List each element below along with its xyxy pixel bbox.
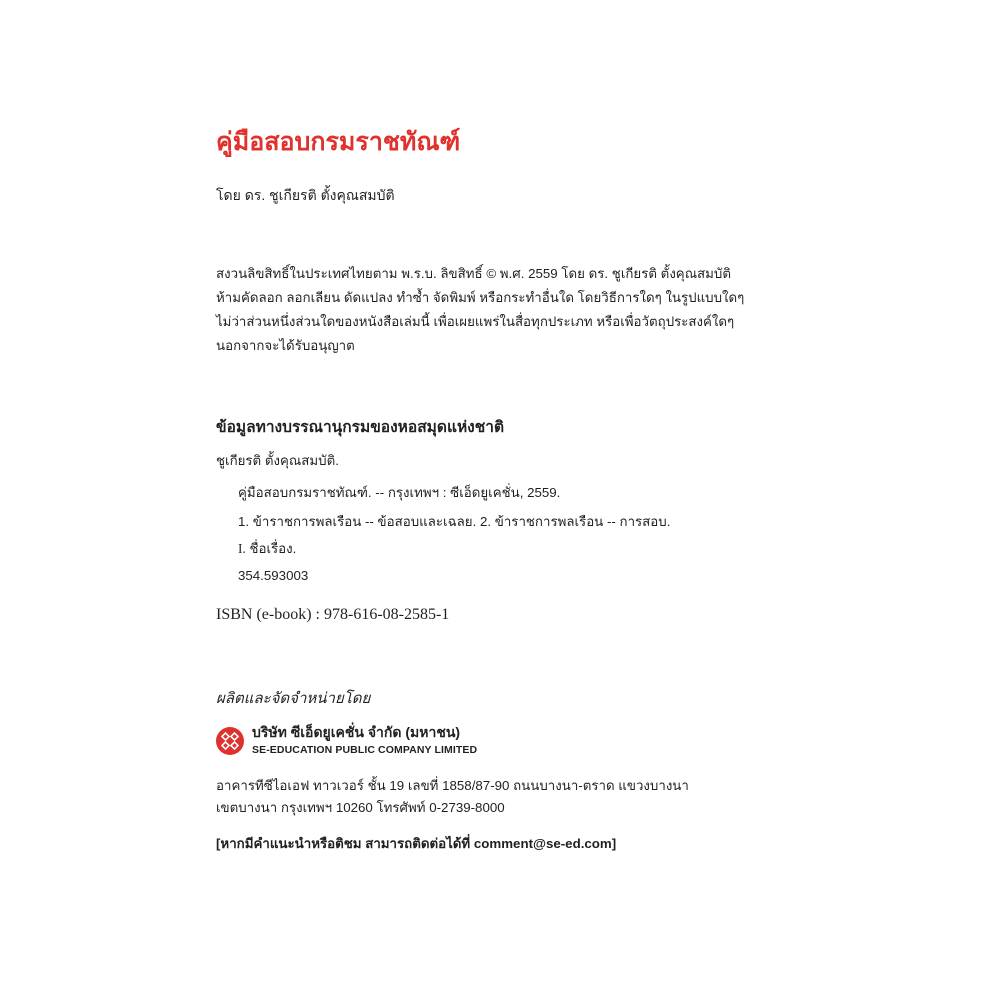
distributor-label: ผลิตและจัดจำหน่ายโดย	[216, 690, 371, 707]
isbn: ISBN (e-book) : 978-616-08-2585-1	[216, 606, 450, 623]
copyright-line: ไม่ว่าส่วนหนึ่งส่วนใดของหนังสือเล่มนี้ เพื่อเผยแพร่ในสื่อทุกประเภท หรือเพื่อวัตถุประสงค์ใดๆ	[216, 314, 735, 329]
company-name-thai: บริษัท ซีเอ็ดยูเคชั่น จำกัด (มหาชน)	[252, 724, 461, 740]
copyright-line: ห้ามคัดลอก ลอกเลียน ดัดแปลง ทำซ้ำ จัดพิมพ์ หรือกระทำอื่นใด โดยวิธีการใดๆ ในรูปแบบใดๆ	[216, 290, 745, 305]
cip-author: ชูเกียรติ ตั้งคุณสมบัติ.	[216, 453, 339, 468]
copyright-line: สงวนลิขสิทธิ์ในประเทศไทยตาม พ.ร.บ. ลิขสิทธิ์ © พ.ศ. 2559 โดย ดร. ชูเกียรติ ตั้งคุณสมบัติ	[216, 266, 731, 281]
contact-note: [หากมีคำแนะนำหรือติชม สามารถติดต่อได้ที่ comment@se-ed.com]	[216, 836, 617, 851]
se-ed-logo-icon	[216, 727, 244, 755]
address-line: เขตบางนา กรุงเทพฯ 10260 โทรศัพท์ 0-2739-8000	[216, 800, 505, 815]
book-title: คู่มือสอบกรมราชทัณฑ์	[216, 127, 461, 156]
cip-heading: ข้อมูลทางบรรณานุกรมของหอสมุดแห่งชาติ	[216, 417, 505, 436]
cip-title-entry-prefix: I.	[238, 541, 246, 556]
company-address	[216, 775, 689, 819]
author-line: โดย ดร. ชูเกียรติ ตั้งคุณสมบัติ	[216, 187, 395, 203]
company-name-english: SE-EDUCATION PUBLIC COMPANY LIMITED	[252, 744, 478, 756]
cip-title-entry	[238, 539, 296, 559]
cip-subjects-line: 1. ข้าราชการพลเรือน -- ข้อสอบและเฉลย. 2. ข้าราชการพลเรือน -- การสอบ.	[238, 514, 671, 529]
cip-title-line: คู่มือสอบกรมราชทัณฑ์. -- กรุงเทพฯ : ซีเอ็ดยูเคชั่น, 2559.	[238, 485, 561, 500]
copyright-notice	[216, 262, 776, 358]
cip-title-entry-text: ชื่อเรื่อง.	[249, 541, 297, 556]
address-line: อาคารทีซีไอเอฟ ทาวเวอร์ ชั้น 19 เลขที่ 1858/87-90 ถนนบางนา-ตราด แขวงบางนา	[216, 778, 689, 793]
cip-classification: 354.593003	[238, 568, 309, 583]
copyright-line: นอกจากจะได้รับอนุญาต	[216, 338, 355, 353]
